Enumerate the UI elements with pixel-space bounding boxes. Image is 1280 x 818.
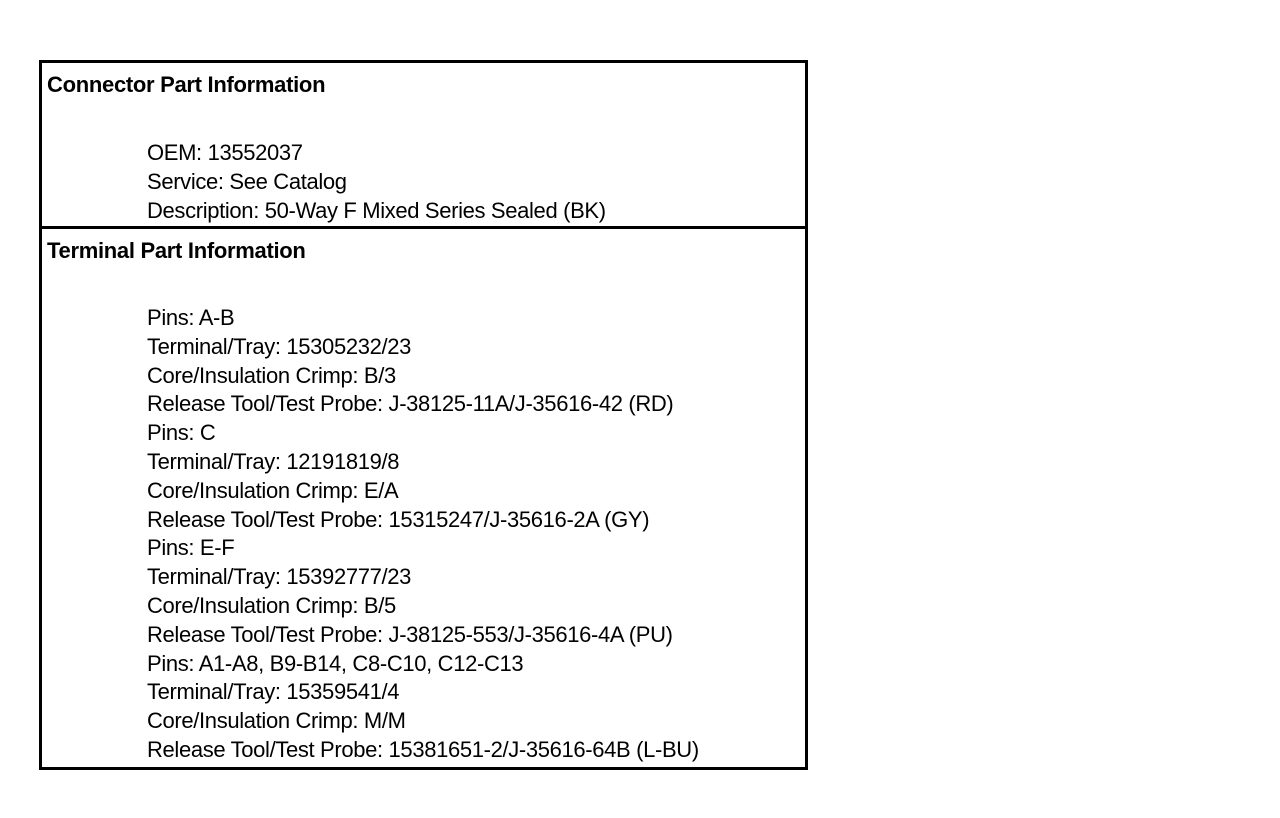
terminal-tray-line: Terminal/Tray: 12191819/8: [147, 448, 400, 474]
connector-section-title: Connector Part Information: [47, 72, 326, 97]
terminal-info-list: [147, 304, 699, 765]
terminal-release-tool-line: Release Tool/Test Probe: J-38125-553/J-35616-4A (PU): [147, 621, 673, 647]
terminal-release-tool-line: Release Tool/Test Probe: 15315247/J-35616-2A (GY): [147, 506, 650, 532]
connector-service-line: Service: See Catalog: [147, 168, 347, 194]
connector-info-list: [147, 139, 606, 225]
terminal-crimp-line: Core/Insulation Crimp: B/3: [147, 362, 396, 388]
connector-part-section: [42, 63, 805, 229]
terminal-tray-line: Terminal/Tray: 15392777/23: [147, 564, 412, 590]
terminal-crimp-line: Core/Insulation Crimp: B/5: [147, 592, 396, 618]
terminal-release-tool-line: Release Tool/Test Probe: J-38125-11A/J-35616-42 (RD): [147, 391, 674, 417]
terminal-release-tool-line: Release Tool/Test Probe: 15381651-2/J-35616-64B (L-BU): [147, 736, 699, 762]
terminal-crimp-line: Core/Insulation Crimp: E/A: [147, 477, 399, 503]
connector-oem-line: OEM: 13552037: [147, 140, 303, 165]
terminal-pins-line: Pins: E-F: [147, 535, 235, 561]
terminal-tray-line: Terminal/Tray: 15305232/23: [147, 333, 412, 359]
terminal-tray-line: Terminal/Tray: 15359541/4: [147, 679, 400, 705]
terminal-crimp-line: Core/Insulation Crimp: M/M: [147, 708, 406, 734]
connector-description-line: Description: 50-Way F Mixed Series Sealed (BK): [147, 197, 606, 223]
terminal-pins-line: Pins: A1-A8, B9-B14, C8-C10, C12-C13: [147, 650, 524, 676]
part-information-table: [39, 60, 808, 770]
terminal-section-title: Terminal Part Information: [47, 238, 306, 263]
terminal-pins-line: Pins: A-B: [147, 305, 235, 330]
terminal-pins-line: Pins: C: [147, 420, 216, 446]
